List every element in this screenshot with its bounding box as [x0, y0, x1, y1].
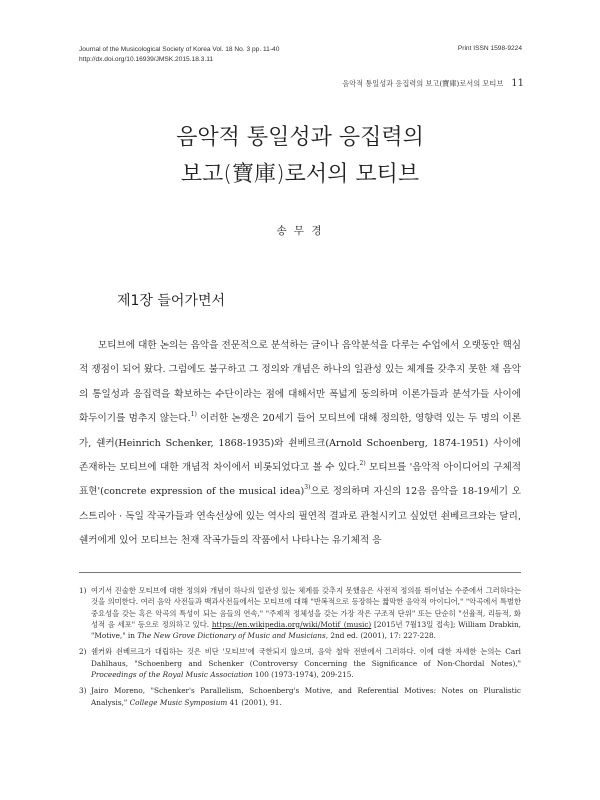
footnote-text — [91, 685, 521, 708]
body-text-3: 모티브를 '음악적 아이디어의 구체적 표현'(concrete expression of the musical idea) — [79, 462, 521, 498]
journal-line: Journal of the Musicological Society of Korea Vol. 18 No. 3 pp. 11-40 — [79, 46, 280, 53]
footnote-1 — [79, 585, 521, 641]
footnote-3 — [79, 685, 521, 708]
footnote-ref-2[interactable]: 2) — [359, 460, 366, 468]
paper-title-line-1: 음악적 통일성과 응집력의 — [176, 125, 424, 150]
footnote-number: 3) — [79, 686, 87, 696]
footnote-2 — [79, 646, 521, 680]
footnote-text — [91, 646, 521, 680]
journal-citation — [79, 45, 279, 64]
footnote-number: 2) — [79, 647, 87, 657]
running-header — [342, 78, 524, 89]
footnote-text-part: 쉔커와 쇤베르크가 대립하는 것은 비단 '모티브'에 국한되지 않으며, 음악 철학 전반에서 그러하다. 이에 대한 자세한 논의는 Carl Dahlhaus, "Schoenberg and Schenker (Controversy Concerning the Significance of Non-Chordal Notes)," — [91, 647, 521, 668]
footnote-text-part: [2015년 7월13일 접속]; William Drabkin, "Motive," in — [91, 619, 521, 641]
footnote-italic-title: The New Grove Dictionary of Music and Musicians — [137, 631, 326, 641]
footnote-ref-1[interactable]: 1) — [190, 411, 197, 419]
footnote-text-part: , 2nd ed. (2001), 17: 227-228. — [325, 631, 436, 641]
body-paragraph — [79, 334, 521, 554]
page-number: 11 — [511, 78, 524, 89]
footnote-divider — [79, 572, 521, 573]
footnote-text-part: 100 (1973-1974), 209-215. — [252, 670, 354, 680]
footnote-italic-title: Proceedings of the Royal Music Association — [91, 670, 253, 680]
body-text-4: 으로 정의하며 자신의 12음 음악을 18-19세기 오스트리아 · 독일 작곡가들과 연속선상에 있는 역사의 필연적 결과로 관철시키고 싶었던 쇤베르크와는 달리, 쉔커에게 있어 모티브는 천재 작곡가들의 작품에서 나타나는 유기체적 응 — [79, 486, 521, 547]
running-title: 음악적 통일성과 응집력의 보고(寶庫)로서의 모티브 — [342, 79, 504, 88]
footnote-text-part: 여기서 진술한 모티브에 대한 정의와 개념이 하나의 일관성 있는 체계를 갖추지 못했음은 사전적 정의를 뛰어넘는 수준에서 그러하다는 것을 의미한다. 여러 음악 사전들과 백과사전들에서는 모티브에 대해 "반복적으로 등장하는 짧막한 음악적 아이디어," "악곡에서 특별한 중요성을 갖는 혹은 악곡의 특성이 되는 음들의 연속," "주제적 정체성을 갖는 가장 작은 구조적 단위" 또는 단순히 "선율적, 리듬적, 화성적 음 세포" 등으로 정의하고 있다. — [91, 586, 521, 629]
footnote-ref-3[interactable]: 3) — [304, 484, 311, 492]
wikipedia-link[interactable]: https://en.wikipedia.org/wiki/Motif_(music) — [211, 619, 372, 629]
body-text-2: 이러한 논쟁은 20세기 들어 모티브에 대해 정의한, 영향력 있는 두 명의 이론가, 쉔커(Heinrich Schenker, 1868-1935)와 쇤베르크(Arnold Schoenberg, 1874-1951) 사이에 존재하는 모티브에 대한 개념적 차이에서 비롯되었다고 볼 수 있다. — [79, 413, 521, 474]
footnotes — [79, 585, 521, 713]
author-name: 송 무 경 — [276, 225, 324, 237]
footnote-text-part: Jairo Moreno, "Schenker's Parallelism, Schoenberg's Motive, and Referential Motives: Notes on Pluralistic Analysis," — [91, 686, 521, 707]
footnote-italic-title: College Music Symposium — [129, 697, 228, 707]
footnote-number: 1) — [79, 586, 87, 595]
issn-label: Print ISSN 1598-9224 — [457, 45, 522, 52]
body-text-1: 모티브에 대한 논의는 음악을 전문적으로 분석하는 글이나 음악분석을 다루는 수업에서 오랫동안 핵심적 쟁점이 되어 왔다. 그럼에도 불구하고 그 정의와 개념은 하나의 일관성 있는 체계를 갖추지 못한 채 음악의 통일성과 응집력을 확보하는 수단이라는 점에 대해서만 폭넓게 동의하며 이론가들과 분석가들 사이에 화두이기를 멈추지 않는다. — [79, 340, 521, 425]
footnote-text-part: 41 (2001), 91. — [227, 697, 282, 707]
footnote-text — [91, 585, 521, 641]
section-heading: 제1장 들어가면서 — [117, 293, 226, 309]
paper-title-line-2: 보고(寶庫)로서의 모티브 — [180, 162, 420, 187]
doi-line: http://dx.doi.org/10.16939/JMSK.2015.18.3.11 — [79, 55, 214, 63]
